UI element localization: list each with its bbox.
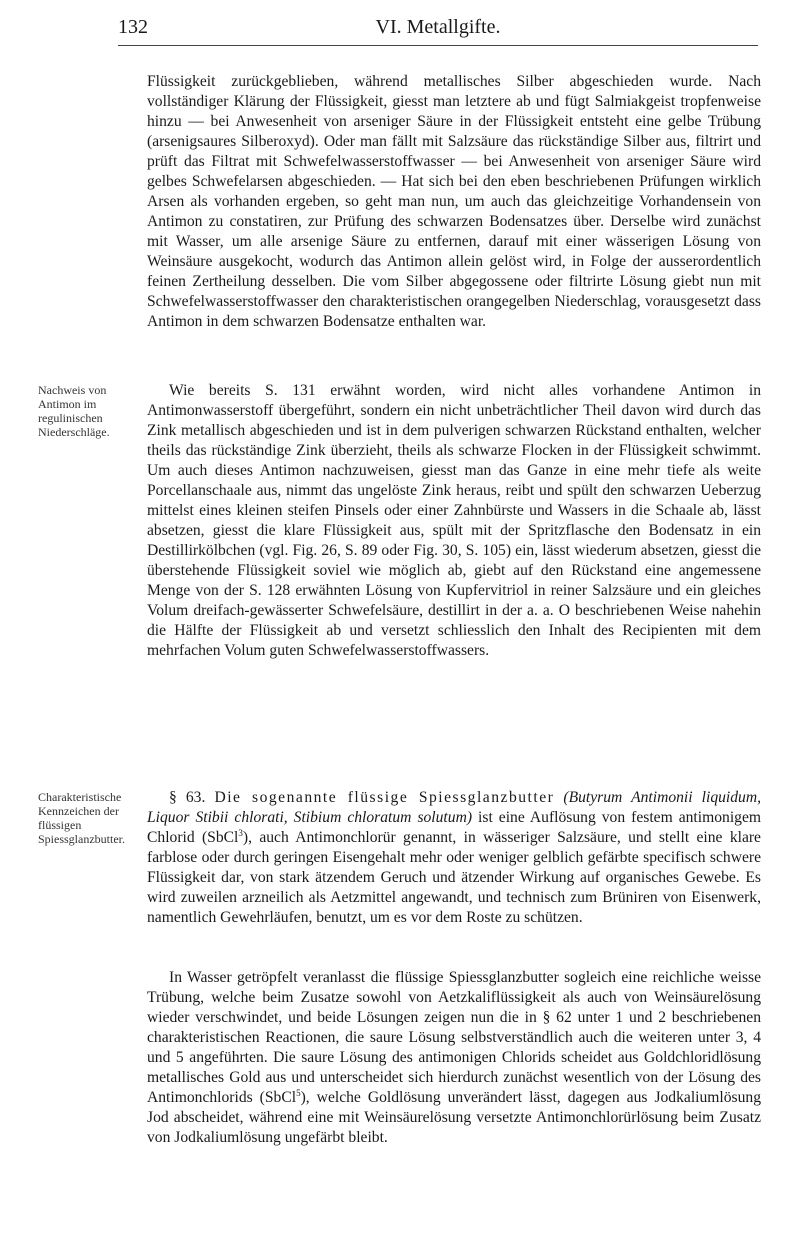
header-rule xyxy=(118,45,758,46)
paragraph-4-body-b: ), welche Goldlösung unverändert lässt, dagegen aus Jodkaliumlösung Jod abscheidet, während eine mit Weinsäurelösung versetzte Antimonchlorürlösung beim Zusatz von Jodkaliumlösung ungefärbt bleibt. xyxy=(147,1089,762,1146)
running-head: VI. Metallgifte. xyxy=(375,16,501,38)
section-term: Die sogenannte flüssige Spiessglanzbutter xyxy=(214,789,555,806)
formula-superscript: 3 xyxy=(238,827,243,838)
paragraph-4 xyxy=(147,968,761,1148)
paragraph-4-text xyxy=(147,968,761,1148)
paragraph-3-text xyxy=(147,788,761,928)
paragraph-2 xyxy=(147,381,761,661)
paragraph-1 xyxy=(147,72,761,332)
margin-note-antimon: Nachweis von Antimon im regulinischen Niederschläge. xyxy=(38,383,110,439)
section-number: § 63. xyxy=(169,789,206,806)
paragraph-3-body-a: ist eine Auflösung von festem antimonigem Chlorid (SbCl xyxy=(147,809,761,846)
formula-superscript: 5 xyxy=(296,1087,301,1098)
paragraph-2-text: Wie bereits S. 131 erwähnt worden, wird nicht alles vorhandene Antimon in Antimonwasserstoff übergeführt, sondern ein nicht unbeträchtlicher Theil davon wird durch das Zink metallisch abgeschieden und ist in dem pulverigen schwarzen Rückstand enthalten, welcher theils das rückständige Zink überzieht, theils als schwarze Flocken in der Flüssigkeit schwimmt. Um auch dieses Antimon nachzuweisen, giesst man das Ganze in eine mehr tiefe als weite Porcellanschaale aus, nimmt das ungelöste Zink heraus, reibt und spült den schwarzen Ueberzug mittelst eines kleinen steifen Pinsels oder einer Zahnbürste und Wassers in die Schaale ab, lässt absetzen, giesst die klare Flüssigkeit aus, spült mit der Spritzflasche den Bodensatz in ein Destillirkölbchen (vgl. Fig. 26, S. 89 oder Fig. 30, S. 105) ein, lässt wiederum absetzen, giesst die überstehende Flüssigkeit soviel wie möglich ab, giebt auf den Rückstand eine angemessene Menge von der S. 128 erwähnten Lösung von Kupfervitriol in reiner Salzsäure und ein gleiches Volum dreifach-gewässerter Schwefelsäure, destillirt in der a. a. O beschriebenen Weise nahehin die Hälfte der Flüssigkeit ab und versetzt schliesslich den Inhalt des Recipienten mit dem mehrfachen Volum guten Schwefelwasserstoffwassers. xyxy=(147,382,761,659)
paragraph-3-body-b: ), auch Antimonchlorür genannt, in wässeriger Salzsäure, und stellt eine klare farblose oder durch geringen Eisengehalt mehr oder weniger gelblich gefärbte specifisch schwere Flüssigkeit dar, von stark ätzendem Geruch und ätzender Wirkung auf organisches Gewebe. Es wird zuweilen arzneilich als Aetzmittel angewandt, und technisch zum Brüniren von Eisenwerk, namentlich Gewehrläufen, benutzt, um es vor dem Roste zu schützen. xyxy=(147,829,761,926)
paragraph-1-text: Flüssigkeit zurückgeblieben, während metallisches Silber abgeschieden wurde. Nach vollständiger Klärung der Flüssigkeit, giesst man letztere ab und fügt Salmiakgeist tropfenweise hinzu — bei Anwesenheit von arseniger Säure in der Flüssigkeit entsteht eine gelbe Trübung (arsenigsaures Silberoxyd). Oder man fällt mit Salzsäure das rückständige Silber aus, filtrirt und prüft das Filtrat mit Schwefelwasserstoffwasser — bei Anwesenheit von arseniger Säure wird gelbes Schwefelarsen abgeschieden. — Hat sich bei den eben beschriebenen Prüfungen wirklich Arsen als vorhanden ergeben, so geht man nun, um auch das gleichzeitige Vorhandensein von Antimon zu constatiren, zur Prüfung des schwarzen Bodensatzes über. Derselbe wird zunächst mit Wasser, um alle arsenige Säure zu entfernen, darauf mit einer wässerigen Lösung von Weinsäure ausgekocht, wodurch das Antimon allein gelöst wird, in Folge der ausserordentlich feinen Zertheilung desselben. Die vom Silber abgegossene oder filtrirte Lösung giebt nun mit Schwefelwasserstoffwasser den charakteristischen orangegelben Niederschlag, vorausgesetzt dass Antimon in dem schwarzen Bodensatze enthalten war. xyxy=(147,73,761,330)
page-number: 132 xyxy=(118,16,148,38)
page-header xyxy=(118,10,758,40)
latin-names: (Butyrum Antimonii liquidum, Liquor Stibii chlorati, Stibium chloratum solutum) xyxy=(147,789,762,826)
paragraph-3 xyxy=(147,788,761,928)
paragraph-4-body-a: In Wasser getröpfelt veranlasst die flüssige Spiessglanzbutter sogleich eine reichliche weisse Trübung, welche beim Zusatze sowohl von Aetzkaliflüssigkeit als auch von Weinsäurelösung wieder verschwindet, und beide Lösungen zeigen nun die in § 62 unter 1 und 2 beschriebenen charakteristischen Reactionen, die saure Lösung selbstverständlich auch die weiteren unter 3, 4 und 5 angeführten. Die saure Lösung des antimonigen Chlorids scheidet aus Goldchloridlösung metallisches Gold aus und unterscheidet sich hierdurch zunächst wesentlich von der Lösung des Antimonchlorids (SbCl xyxy=(147,969,761,1106)
margin-note-spiessglanzbutter: Charakteristische Kennzeichen der flüssigen Spiessglanzbutter. xyxy=(38,790,125,846)
